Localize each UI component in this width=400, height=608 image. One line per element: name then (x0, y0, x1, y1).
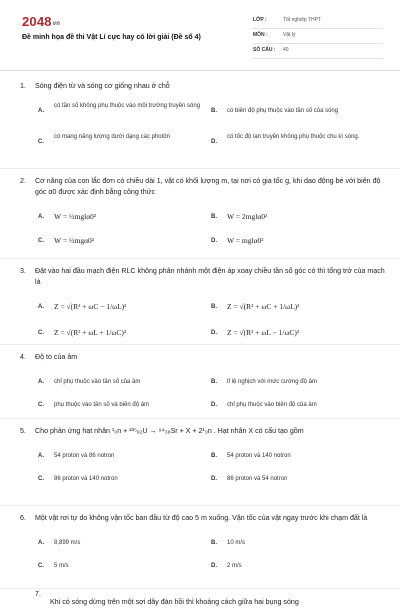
question-4 (20, 352, 385, 419)
question-separator (0, 418, 400, 419)
question-text (20, 81, 385, 92)
question-separator (0, 505, 400, 506)
question-separator (0, 258, 400, 259)
option-formula: Z = √(R² + ωL + 1/ωC)² (54, 328, 127, 337)
question-prompt: Đặt vào hai đầu mạch điện RLC không phân nhánh một điện áp xoay chiều tần số góc có thì tổng trở của mạch là (35, 267, 385, 286)
question-number: 7. (35, 590, 41, 598)
option-letter: A. (38, 108, 44, 114)
option-formula: W = 2mglα0² (227, 212, 268, 221)
meta-row-class (253, 14, 383, 29)
meta-value: Tốt nghiệp THPT (283, 17, 321, 23)
option-text: có biên độ phụ thuộc vào tần số của sóng (227, 108, 339, 114)
question-separator (0, 168, 400, 169)
question-number: 5. (20, 427, 26, 435)
question-separator (0, 344, 400, 345)
question-prompt (20, 589, 390, 608)
option-letter: D. (211, 139, 217, 145)
option-formula: Z = √(R² + ωL − 1/ωC)² (227, 328, 300, 337)
option-text: 8,899 m/s (54, 540, 81, 546)
option-text: 54 proton và 140 notron (227, 453, 291, 459)
question-text (20, 352, 385, 363)
question-text (20, 176, 385, 198)
option-letter: C. (38, 402, 44, 408)
option-letter: D. (211, 476, 217, 482)
option-letter: C. (38, 238, 44, 244)
question-prompt: Một vật rơi tự do không vận tốc ban đầu từ độ cao 5 m xuống. Vận tốc của vật ngay trước khi chạm đất là (35, 514, 368, 522)
question-7-partial (20, 590, 390, 606)
option-text: có tần số không phụ thuộc vào môi trường truyền sóng (54, 103, 201, 109)
question-6 (20, 513, 385, 580)
meta-row-count (253, 44, 383, 59)
option-text: có tốc độ lan truyền không phụ thuộc chu kì sóng. (227, 134, 360, 140)
option-letter: D. (211, 330, 217, 336)
option-letter: D. (211, 563, 217, 569)
question-text (20, 266, 385, 288)
options (20, 204, 385, 262)
option-formula: W = ½mglα0² (54, 212, 97, 221)
question-number: 6. (20, 514, 26, 522)
document-title: Đề minh họa đề thi Vật Lí cực hay có lời giải (Đề số 4) (22, 34, 201, 41)
option-letter: B. (211, 540, 217, 546)
question-text (20, 426, 385, 437)
question-prompt: Sóng điện từ và sóng cơ giống nhau ở chỗ (35, 82, 170, 90)
question-number: 4. (20, 353, 26, 361)
option-formula: W = mglα0² (227, 236, 264, 245)
option-text: phụ thuộc vào tần số và biên độ âm (54, 402, 150, 408)
options (20, 530, 385, 580)
option-formula: Z = √(R² + ωC − 1/ωL)² (54, 302, 127, 311)
meta-key: SỐ CÂU : (253, 47, 276, 53)
options (20, 369, 385, 419)
site-logo[interactable] (22, 14, 60, 29)
option-letter: A. (38, 379, 44, 385)
option-letter: B. (211, 379, 217, 385)
header (0, 0, 400, 72)
option-text: 86 proton và 140 notron (54, 476, 118, 482)
meta-key: MÔN : (253, 32, 268, 38)
header-divider (0, 70, 400, 71)
question-prompt: Độ to của âm (35, 353, 78, 361)
option-letter: A. (38, 453, 44, 459)
question-3 (20, 266, 385, 352)
meta-value: Vật lý (283, 32, 296, 38)
option-text: có mang năng lượng dưới dạng các photôn (54, 134, 170, 140)
option-text: 2 m/s (227, 563, 242, 569)
meta-value: 40 (283, 47, 289, 53)
option-letter: C. (38, 139, 44, 145)
options (20, 443, 385, 493)
option-letter: D. (211, 238, 217, 244)
option-letter: C. (38, 563, 44, 569)
question-5 (20, 426, 385, 493)
option-letter: A. (38, 540, 44, 546)
option-letter: B. (211, 214, 217, 220)
option-formula: Z = √(R² + ωC + 1/ωL)² (227, 302, 300, 311)
question-prompt-text: Khi có sóng dừng trên một sợi dây đàn hồi thì khoảng cách giữa hai bụng sóng (50, 598, 299, 606)
option-formula: W = ½mgα0² (54, 236, 95, 245)
question-prompt: Cơ năng của con lắc đơn có chiều dài 1, vật có khối lượng m, tại nơi có gia tốc g, khi dao động bé với biên độ góc α0 được xác định bằng công thức (35, 177, 381, 196)
option-text: 54 proton và 86 notron (54, 453, 115, 459)
options (20, 98, 385, 156)
option-text: 86 proton và 54 notron (227, 476, 288, 482)
option-text: 5 m/s (54, 563, 69, 569)
question-number: 2. (20, 177, 26, 185)
option-text: 10 m/s (227, 540, 246, 546)
option-text: chỉ phụ thuộc vào biên độ của âm (227, 402, 317, 408)
meta-table (253, 14, 383, 59)
option-text: chỉ phụ thuộc vào tần số của âm (54, 379, 141, 385)
meta-key: LỚP : (253, 17, 267, 23)
option-letter: C. (38, 330, 44, 336)
question-number: 3. (20, 267, 26, 275)
option-text: tỉ lệ nghịch với mức cường độ âm (227, 379, 317, 385)
question-text (20, 513, 385, 524)
option-letter: D. (211, 402, 217, 408)
option-letter: A. (38, 214, 44, 220)
question-prompt: Cho phản ứng hạt nhân ¹₀n + ²³⁵₉₂U → ⁹⁴₃₈Sr + X + 2¹₀n . Hạt nhân X có cấu tạo gồm (35, 427, 304, 435)
option-letter: C. (38, 476, 44, 482)
question-number: 1. (20, 82, 26, 90)
option-letter: B. (211, 108, 217, 114)
question-1 (20, 81, 385, 156)
option-letter: A. (38, 304, 44, 310)
option-letter: B. (211, 453, 217, 459)
logo-text: 2048 (22, 14, 52, 29)
logo-suffix: vn (52, 21, 61, 27)
question-2 (20, 176, 385, 262)
meta-row-subject (253, 29, 383, 44)
option-letter: B. (211, 304, 217, 310)
